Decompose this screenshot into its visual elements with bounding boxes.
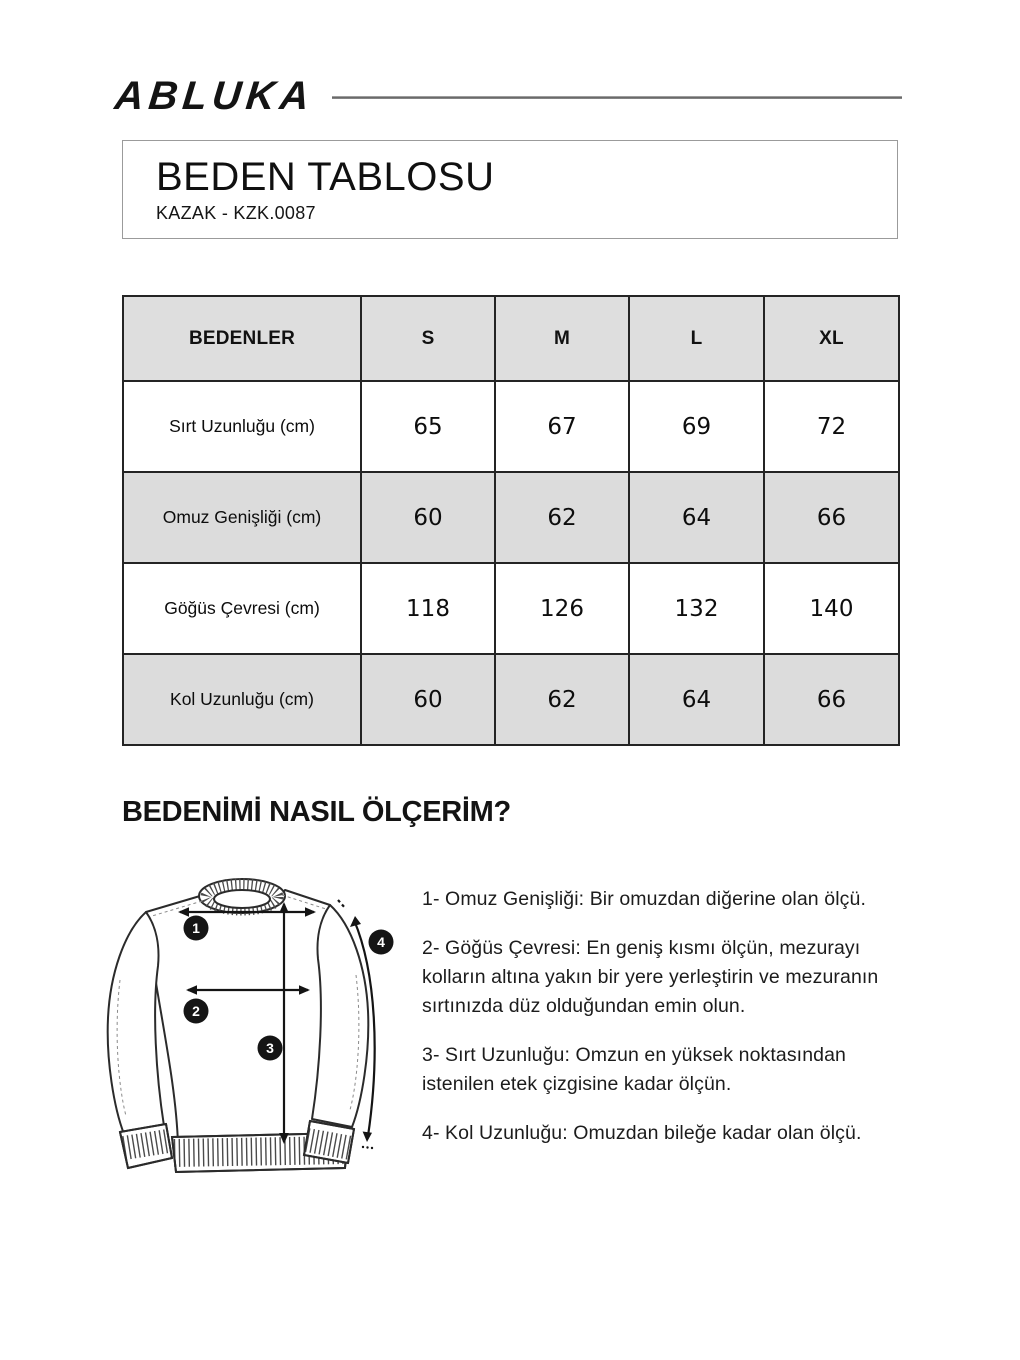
instruction-1: 1- Omuz Genişliği: Bir omuzdan diğerine olan ölçü. xyxy=(422,888,866,910)
size-table xyxy=(122,295,900,746)
instruction-4: 4- Kol Uzunluğu: Omuzdan bileğe kadar olan ölçü. xyxy=(422,1122,862,1144)
size-value: 118 xyxy=(361,563,495,654)
col-header-m: M xyxy=(495,296,629,381)
size-value: 65 xyxy=(361,381,495,472)
marker-2-badge xyxy=(184,999,209,1024)
sweater-illustration xyxy=(100,860,420,1196)
row-label: Kol Uzunluğu (cm) xyxy=(123,654,361,745)
size-value: 66 xyxy=(764,472,899,563)
table-row xyxy=(123,654,899,745)
size-value: 69 xyxy=(629,381,764,472)
size-value: 66 xyxy=(764,654,899,745)
size-value: 60 xyxy=(361,472,495,563)
svg-text:3: 3 xyxy=(266,1040,274,1056)
table-row xyxy=(123,472,899,563)
table-header-row xyxy=(123,296,899,381)
col-header-l: L xyxy=(629,296,764,381)
instruction-3: 3- Sırt Uzunluğu: Omzun en yüksek noktasından istenilen etek çizgisine kadar ölçün. xyxy=(422,1044,846,1095)
instruction-2: 2- Göğüs Çevresi: En geniş kısmı ölçün, mezurayı kolların altına yakın bir yere yerleştirin ve mezuranın sırtınızda düz olduğundan emin olun. xyxy=(422,937,879,1017)
size-value: 64 xyxy=(629,472,764,563)
row-label: Göğüs Çevresi (cm) xyxy=(123,563,361,654)
size-value: 72 xyxy=(764,381,899,472)
product-code: KAZAK - KZK.0087 xyxy=(156,203,316,223)
title-box xyxy=(122,140,898,239)
svg-text:4: 4 xyxy=(377,934,385,950)
size-value: 140 xyxy=(764,563,899,654)
size-value: 64 xyxy=(629,654,764,745)
col-header-s: S xyxy=(361,296,495,381)
col-header-xl: XL xyxy=(764,296,899,381)
page-title: BEDEN TABLOSU xyxy=(156,155,495,199)
svg-text:2: 2 xyxy=(192,1003,200,1019)
measure-instructions xyxy=(422,885,922,1168)
size-value: 67 xyxy=(495,381,629,472)
divider-line xyxy=(332,96,902,99)
sweater-diagram xyxy=(100,860,420,1196)
table-row xyxy=(123,381,899,472)
size-value: 60 xyxy=(361,654,495,745)
svg-text:1: 1 xyxy=(192,920,200,936)
marker-1-badge xyxy=(184,916,209,941)
table-row xyxy=(123,563,899,654)
size-value: 62 xyxy=(495,654,629,745)
row-label: Omuz Genişliği (cm) xyxy=(123,472,361,563)
col-header-bedenler: BEDENLER xyxy=(123,296,361,381)
size-value: 126 xyxy=(495,563,629,654)
sweater-left-sleeve xyxy=(108,912,164,1134)
size-value: 62 xyxy=(495,472,629,563)
section-heading: BEDENİMİ NASIL ÖLÇERİM? xyxy=(122,796,511,828)
row-label: Sırt Uzunluğu (cm) xyxy=(123,381,361,472)
brand-header xyxy=(112,74,902,118)
size-value: 132 xyxy=(629,563,764,654)
marker-3-badge xyxy=(258,1036,283,1061)
brand-logo: ABLUKA xyxy=(112,74,317,118)
marker-4-badge xyxy=(369,930,394,955)
